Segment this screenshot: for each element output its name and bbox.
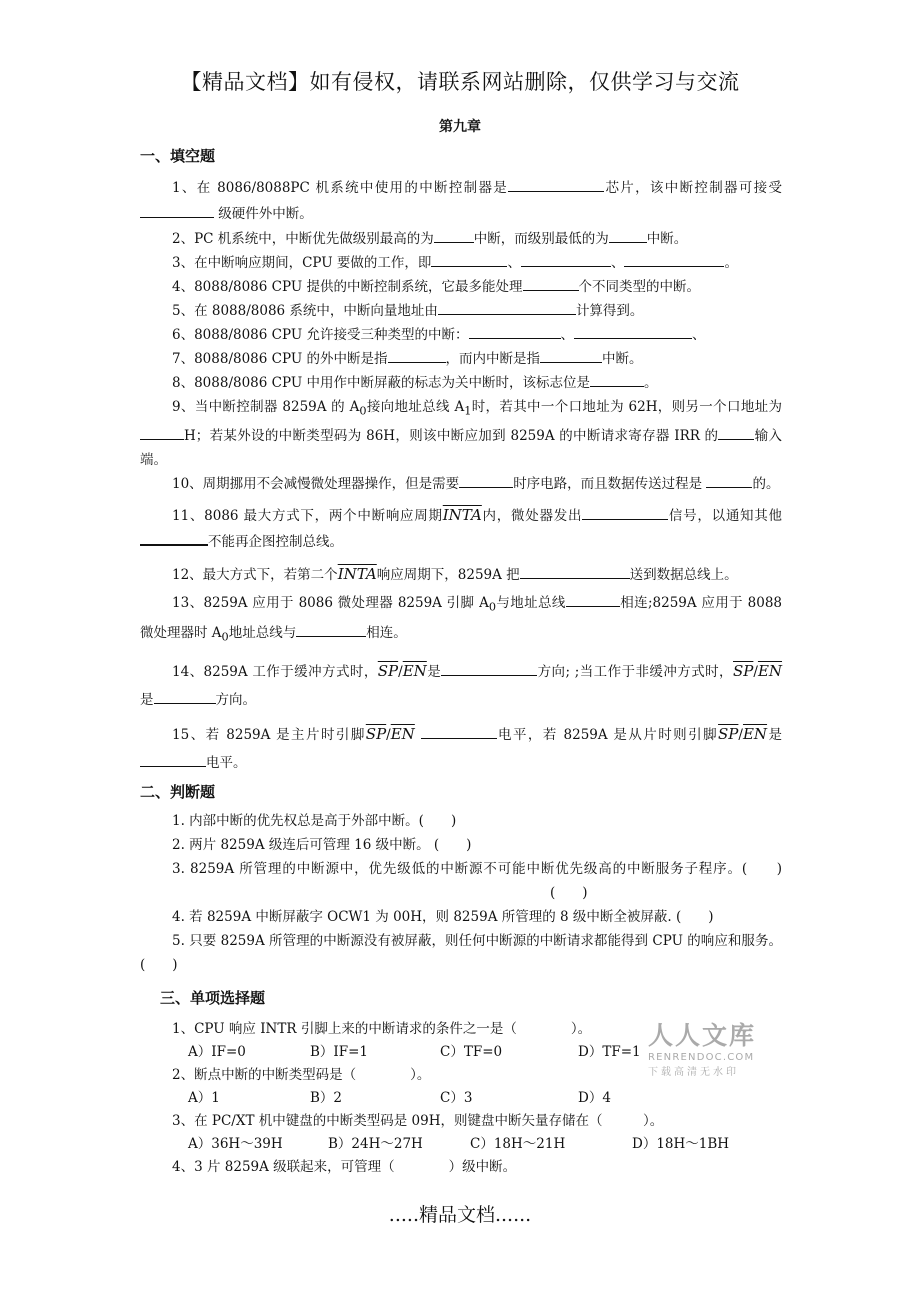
q5-text-a: 5、在 8088/8086 系统中，中断向量地址由 <box>172 303 438 319</box>
blank <box>706 473 752 488</box>
q10-text-c: 的。 <box>752 475 780 492</box>
q11-text-b: 内，微处器发出 <box>481 507 583 524</box>
blank <box>609 228 647 243</box>
choice-q2-options <box>140 1087 782 1109</box>
fill-question-11 <box>140 502 782 555</box>
q3-text-c: 、 <box>610 255 625 271</box>
blank <box>154 689 216 704</box>
q11-text-d: 不能再企图控制总线。 <box>208 533 343 550</box>
q8-text-b: 。 <box>644 375 658 391</box>
q14-text-c: 方向; ;当工作于非缓冲方式时， <box>537 664 733 681</box>
fill-question-12 <box>140 561 782 588</box>
q12-text-c: 送到数据总线上。 <box>629 566 738 583</box>
option: B）IF=1 <box>310 1044 369 1061</box>
chapter-title: 第九章 <box>439 119 481 135</box>
q11-text-c: 信号，以通知其他 <box>668 507 783 524</box>
en-signal: $\overline{EN}$ <box>742 725 768 744</box>
q7-text-b: ，而内中断是指 <box>445 351 540 367</box>
q14-text-b: 是 <box>426 664 442 681</box>
blank <box>140 530 208 546</box>
blank <box>140 752 206 767</box>
option: D）18H～1BH <box>632 1136 730 1153</box>
q13-text-b: 与地址总线 <box>496 594 566 611</box>
slash: / <box>398 664 403 681</box>
blank <box>566 592 620 607</box>
blank <box>431 252 507 267</box>
en-signal: $\overline{EN}$ <box>390 725 415 744</box>
sp-signal: $\overline{SP}$ <box>733 662 754 681</box>
option: C）18H～21H <box>470 1136 566 1153</box>
fill-question-1 <box>140 175 782 227</box>
judge-question-4: 4. 若 8259A 中断屏蔽字 OCW1 为 00H，则 8259A 所管理的 8 级中断全被屏蔽. ( ) <box>172 909 714 926</box>
q13-text-c: 相连;8259A 应用于 8088 微处理器时 A <box>140 594 783 642</box>
q9-text-d: H；若某外设的中断类型码为 86H，则该中断应加到 8259A 的中断请求寄存器 IRR 的 <box>184 427 719 444</box>
q10-text-b: 时序电路，而且数据传送过程是 <box>513 475 703 492</box>
option: D）4 <box>578 1090 611 1107</box>
q1-text-c: 级硬件外中断。 <box>218 206 313 222</box>
judge-question-3 <box>140 857 782 905</box>
blank <box>590 372 644 387</box>
choice-q3-options <box>140 1133 782 1155</box>
q14-text-e: 方向。 <box>215 692 256 709</box>
blank <box>520 564 630 579</box>
option: A）IF=0 <box>188 1044 246 1061</box>
fill-question-13 <box>140 590 782 651</box>
fill-question-4 <box>140 275 782 299</box>
blank <box>469 324 561 339</box>
header-banner: 【精品文档】如有侵权，请联系网站删除，仅供学习与交流 <box>180 70 740 94</box>
blank <box>523 276 579 291</box>
q11-text-a: 11、8086 最大方式下，两个中断响应周期 <box>172 507 443 524</box>
q13-text-a: 13、8259A 应用于 8086 微处理器 8259A 引脚 A <box>172 594 489 611</box>
judge-q3-extra-paren: ( ) <box>550 885 588 902</box>
slash: / <box>753 664 758 681</box>
sp-signal: $\overline{SP}$ <box>718 725 739 744</box>
blank <box>388 348 446 363</box>
fill-question-15 <box>140 720 782 777</box>
q9-text-e: 输入端。 <box>140 427 782 468</box>
blank <box>434 228 474 243</box>
fill-question-3 <box>140 251 782 275</box>
option: A）1 <box>188 1090 220 1107</box>
inta-signal: INTA <box>337 564 377 583</box>
q15-text-a: 15、若 8259A 是主片时引脚 <box>172 727 366 744</box>
q14-text-d: 是 <box>140 692 154 709</box>
blank <box>441 661 537 676</box>
q2-text-b: 中断，而级别最低的为 <box>473 231 609 247</box>
en-signal: $\overline{EN}$ <box>402 662 427 681</box>
watermark-url: RENRENDOC.COM <box>648 1052 755 1063</box>
fill-question-9 <box>140 395 782 472</box>
inta-signal: INTA <box>442 505 482 524</box>
footer-text: .....精品文档...... <box>388 1204 532 1226</box>
section-choice-heading: 三、单项选择题 <box>160 989 266 1008</box>
blank <box>459 473 513 488</box>
choice-question-4: 4、3 片 8259A 级联起来，可管理（ ）级中断。 <box>172 1159 517 1176</box>
judge-question-1: 1. 内部中断的优先权总是高于外部中断。( ) <box>172 813 457 830</box>
watermark-subtitle: 下载高清无水印 <box>648 1067 739 1078</box>
q15-text-d: 电平。 <box>206 755 247 772</box>
fill-question-10 <box>140 472 782 496</box>
slash: / <box>386 727 391 744</box>
q3-text-d: 。 <box>724 255 738 271</box>
subscript: 0 <box>359 404 367 418</box>
subscript: 1 <box>464 404 472 418</box>
option: B）2 <box>310 1090 343 1107</box>
subscript: 0 <box>221 631 229 645</box>
q1-text-a: 1、在 8086/8088PC 机系统中使用的中断控制器是 <box>172 180 509 196</box>
q2-text-c: 中断。 <box>646 231 688 247</box>
q9-text-b: 接向地址总线 A <box>366 399 465 415</box>
q9-text-a: 9、当中断控制器 8259A 的 A <box>172 399 360 415</box>
blank <box>574 324 692 339</box>
section-fill-heading: 一、填空题 <box>140 147 216 165</box>
q1-text-b: 芯片，该中断控制器可接受 <box>604 180 782 196</box>
fill-question-7 <box>140 347 782 371</box>
blank <box>508 177 604 192</box>
blank <box>140 425 184 440</box>
fill-question-8 <box>140 371 782 395</box>
judge-question-5: 5. 只要 8259A 所管理的中断源没有被屏蔽，则任何中断源的中断请求都能得到 CPU 的响应和服务。( ) <box>140 933 782 974</box>
choice-question-2: 2、断点中断的中断类型码是（ ）。 <box>172 1067 431 1084</box>
q2-text-a: 2、PC 机系统中，中断优先做级别最高的为 <box>172 231 434 247</box>
blank <box>582 505 668 520</box>
choice-question-1: 1、CPU 响应 INTR 引脚上来的中断请求的条件之一是（ ）。 <box>172 1021 592 1038</box>
q5-text-b: 计算得到。 <box>575 303 644 319</box>
q7-text-a: 7、8088/8086 CPU 的外中断是指 <box>172 351 388 367</box>
option: B）24H～27H <box>328 1136 423 1153</box>
blank <box>718 425 754 440</box>
judge-question-2: 2. 两片 8259A 级连后可管理 16 级中断。 ( ) <box>172 837 472 854</box>
q13-text-e: 相连。 <box>366 625 407 642</box>
blank <box>140 203 214 218</box>
option: C）TF=0 <box>440 1044 503 1061</box>
en-signal: $\overline{EN}$ <box>757 662 783 681</box>
fill-question-14 <box>140 657 782 714</box>
q12-text-a: 12、最大方式下，若第二个 <box>172 566 338 583</box>
blank <box>438 300 576 315</box>
q7-text-c: 中断。 <box>602 351 643 367</box>
q8-text-a: 8、8088/8086 CPU 中用作中断屏蔽的标志为关中断时，该标志位是 <box>172 375 590 391</box>
choice-question-3: 3、在 PC/XT 机中键盘的中断类型码是 09H，则键盘中断矢量存储在（ ）。 <box>172 1113 664 1130</box>
blank <box>421 724 497 739</box>
subscript: 0 <box>488 600 496 614</box>
blank <box>540 348 602 363</box>
q4-text-a: 4、8088/8086 CPU 提供的中断控制系统，它最多能处理 <box>172 279 523 295</box>
q13-text-d: 地址总线与 <box>228 625 297 642</box>
q10-text-a: 10、周期挪用不会减慢微处理器操作，但是需要 <box>172 475 460 492</box>
q6-text-b: 、 <box>560 327 574 343</box>
slash: / <box>738 727 743 744</box>
sp-signal: $\overline{SP}$ <box>377 662 399 681</box>
fill-question-2 <box>140 227 782 251</box>
q14-text-a: 14、8259A 工作于缓冲方式时， <box>172 664 378 681</box>
sp-signal: $\overline{SP}$ <box>365 725 387 744</box>
q3-text-a: 3、在中断响应期间，CPU 要做的工作，即 <box>172 255 432 271</box>
option: D）TF=1 <box>578 1044 641 1061</box>
blank <box>296 622 366 637</box>
judge-q3-text: 3. 8259A 所管理的中断源中，优先级低的中断源不可能中断优先级高的中断服务子程序。( ) <box>172 861 782 878</box>
q4-text-b: 个不同类型的中断。 <box>578 279 700 295</box>
fill-question-5 <box>140 299 782 323</box>
option: C）3 <box>440 1090 473 1107</box>
fill-question-6 <box>140 323 782 347</box>
q15-text-c: 是 <box>767 727 782 744</box>
watermark-brand: 人人文库 <box>648 1021 757 1050</box>
watermark <box>648 1016 773 1078</box>
q6-text-a: 6、8088/8086 CPU 允许接受三种类型的中断： <box>172 327 469 343</box>
q12-text-b: 响应周期下，8259A 把 <box>376 566 520 583</box>
q3-text-b: 、 <box>507 255 521 271</box>
blank <box>624 252 724 267</box>
q15-text-b: 电平，若 8259A 是从片时则引脚 <box>496 727 719 744</box>
q9-text-c: 时，若其中一个口地址为 62H，则另一个口地址为 <box>471 399 782 415</box>
section-judge-heading: 二、判断题 <box>140 783 216 802</box>
q6-text-c: 、 <box>692 327 706 343</box>
blank <box>521 252 611 267</box>
option: A）36H～39H <box>188 1136 283 1153</box>
